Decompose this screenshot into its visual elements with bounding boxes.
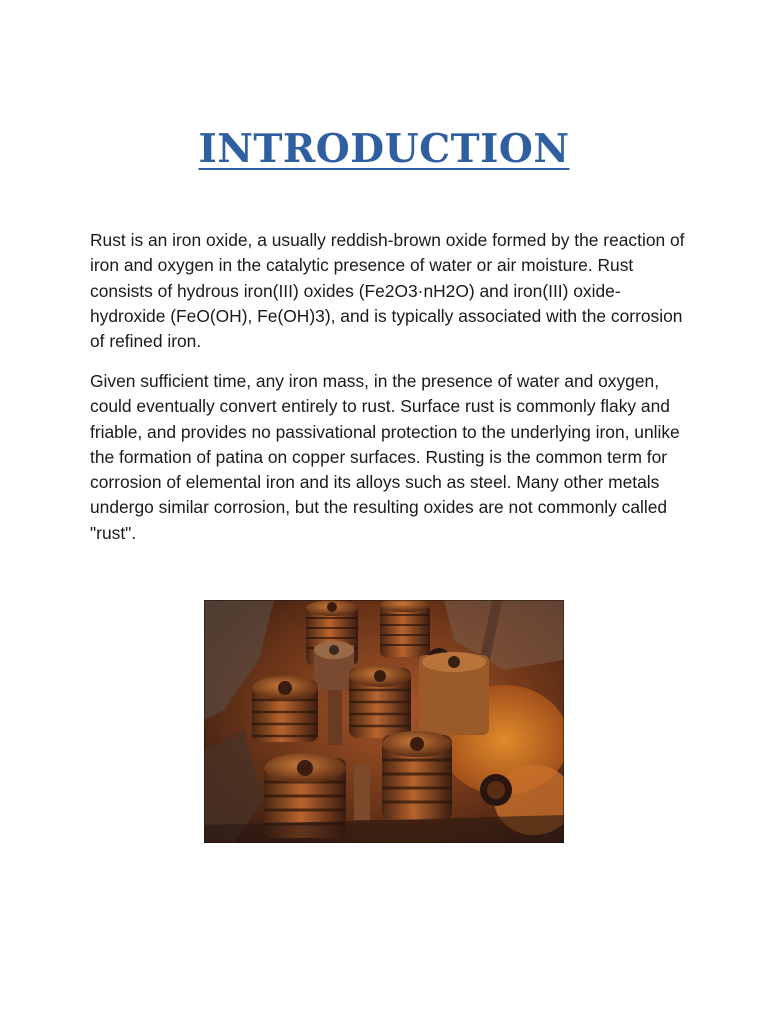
- rusty-engine-photo: [204, 600, 564, 843]
- page-title: INTRODUCTION: [198, 126, 570, 172]
- paragraph-1: Rust is an iron oxide, a usually reddish-brown oxide formed by the reaction of iron and oxygen in the catalytic presence of water or air moisture. Rust consists of hydrous iron(III) oxides (Fe2O3·nH2O) and iron(III) oxide-hydroxide (FeO(OH), Fe(OH)3), and is typically associated with the corrosion of refined iron.: [90, 230, 685, 352]
- paragraph-2: Given sufficient time, any iron mass, in the presence of water and oxygen, could eventually convert entirely to rust. Surface rust is commonly flaky and friable, and provides no passivational protection to the underlying iron, unlike the formation of patina on copper surfaces. Rusting is the common term for corrosion of elemental iron and its alloys such as steel. Many other metals undergo similar corrosion, but the resulting oxides are not commonly called "rust".: [90, 371, 680, 543]
